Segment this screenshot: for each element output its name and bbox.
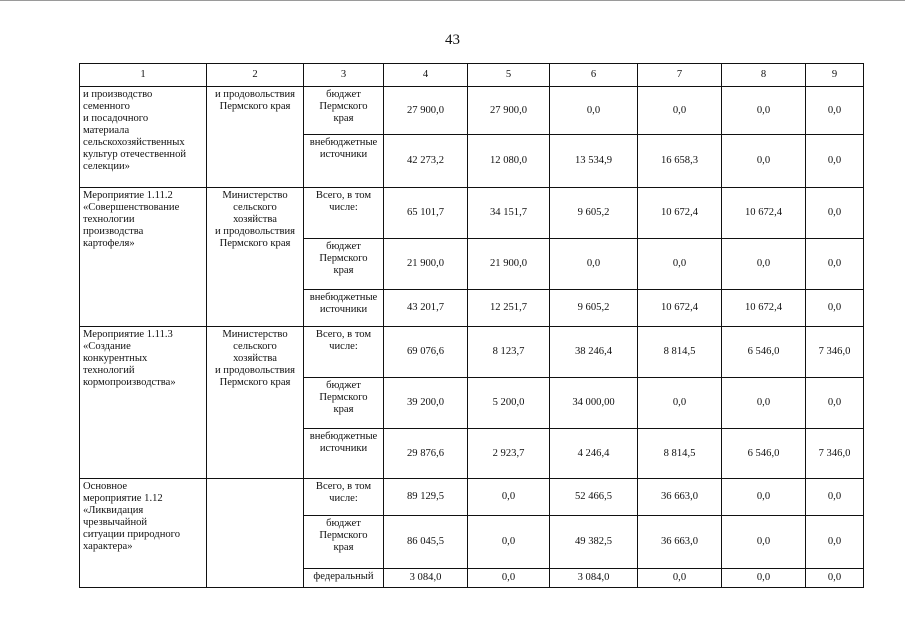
activity-name: Мероприятие 1.11.2 «Совершенствование технологии производства картофеля» — [83, 190, 180, 249]
table-row — [80, 188, 864, 239]
activity-name: Основное мероприятие 1.12 «Ликвидация чрезвычайной ситуации природного характера» — [83, 481, 181, 552]
amount-cell: 0,0 — [468, 516, 550, 569]
amount-cell: 10 672,4 — [638, 290, 722, 327]
funding-source: Всего, в том числе: — [304, 188, 384, 239]
funding-source: Всего, в том числе: — [304, 479, 384, 516]
amount-cell: 0,0 — [806, 87, 864, 135]
funding-source: внебюджетные источники — [304, 429, 384, 479]
activity-name-cell — [80, 87, 207, 188]
amount-cell: 38 246,4 — [550, 327, 638, 378]
amount-cell: 3 084,0 — [550, 569, 638, 588]
amount-cell: 0,0 — [722, 516, 806, 569]
budget-table — [79, 63, 864, 588]
activity-name-cell — [80, 479, 207, 588]
executor-name: Министерство сельского хозяйства и продовольствия Пермского края — [214, 190, 296, 249]
amount-cell: 89 129,5 — [384, 479, 468, 516]
amount-cell: 0,0 — [806, 569, 864, 588]
amount-cell: 0,0 — [722, 87, 806, 135]
executor-cell — [207, 87, 304, 188]
amount-cell: 0,0 — [722, 569, 806, 588]
amount-cell: 0,0 — [722, 135, 806, 188]
amount-cell: 9 605,2 — [550, 290, 638, 327]
column-header: 1 — [80, 64, 207, 87]
amount-cell: 36 663,0 — [638, 516, 722, 569]
amount-cell: 0,0 — [550, 239, 638, 290]
column-header: 5 — [468, 64, 550, 87]
column-header: 8 — [722, 64, 806, 87]
amount-cell: 52 466,5 — [550, 479, 638, 516]
amount-cell: 21 900,0 — [384, 239, 468, 290]
amount-cell: 6 546,0 — [722, 429, 806, 479]
column-header: 7 — [638, 64, 722, 87]
page-number: 43 — [445, 32, 460, 48]
amount-cell: 2 923,7 — [468, 429, 550, 479]
executor-name: и продовольствия Пермского края — [214, 89, 296, 112]
amount-cell: 0,0 — [806, 516, 864, 569]
amount-cell: 27 900,0 — [384, 87, 468, 135]
table-row — [80, 479, 864, 516]
amount-cell: 0,0 — [806, 290, 864, 327]
amount-cell: 10 672,4 — [722, 188, 806, 239]
amount-cell: 0,0 — [638, 239, 722, 290]
amount-cell: 42 273,2 — [384, 135, 468, 188]
amount-cell: 34 000,00 — [550, 378, 638, 429]
amount-cell: 39 200,0 — [384, 378, 468, 429]
amount-cell: 27 900,0 — [468, 87, 550, 135]
activity-name: и производство семенного и посадочного материала сельскохозяйственных культур отечественной селекции» — [83, 89, 187, 172]
amount-cell: 4 246,4 — [550, 429, 638, 479]
funding-source: бюджет Пермского края — [304, 87, 384, 135]
activity-name-cell — [80, 327, 207, 479]
executor-cell — [207, 479, 304, 588]
amount-cell: 0,0 — [638, 87, 722, 135]
amount-cell: 0,0 — [806, 135, 864, 188]
header-row — [80, 64, 864, 87]
table-row — [80, 327, 864, 378]
funding-source: Всего, в том числе: — [304, 327, 384, 378]
amount-cell: 0,0 — [468, 569, 550, 588]
amount-cell: 12 251,7 — [468, 290, 550, 327]
executor-cell — [207, 188, 304, 327]
amount-cell: 8 814,5 — [638, 327, 722, 378]
column-header: 3 — [304, 64, 384, 87]
amount-cell: 6 546,0 — [722, 327, 806, 378]
funding-source: внебюджетные источники — [304, 290, 384, 327]
amount-cell: 10 672,4 — [638, 188, 722, 239]
amount-cell: 69 076,6 — [384, 327, 468, 378]
amount-cell: 0,0 — [550, 87, 638, 135]
amount-cell: 43 201,7 — [384, 290, 468, 327]
column-header: 6 — [550, 64, 638, 87]
activity-name: Мероприятие 1.11.3 «Создание конкурентных технологий кормопроизводства» — [83, 329, 176, 388]
funding-source: федеральный — [304, 569, 384, 588]
amount-cell: 0,0 — [806, 188, 864, 239]
amount-cell: 8 123,7 — [468, 327, 550, 378]
amount-cell: 0,0 — [638, 569, 722, 588]
amount-cell: 7 346,0 — [806, 327, 864, 378]
amount-cell: 0,0 — [722, 378, 806, 429]
column-header: 2 — [207, 64, 304, 87]
funding-source: бюджет Пермского края — [304, 516, 384, 569]
column-header: 4 — [384, 64, 468, 87]
amount-cell: 0,0 — [638, 378, 722, 429]
amount-cell: 16 658,3 — [638, 135, 722, 188]
amount-cell: 7 346,0 — [806, 429, 864, 479]
amount-cell: 0,0 — [806, 479, 864, 516]
amount-cell: 12 080,0 — [468, 135, 550, 188]
activity-name-cell — [80, 188, 207, 327]
amount-cell: 0,0 — [722, 239, 806, 290]
amount-cell: 0,0 — [468, 479, 550, 516]
top-rule — [0, 0, 905, 1]
funding-source: внебюджетные источники — [304, 135, 384, 188]
amount-cell: 0,0 — [722, 479, 806, 516]
amount-cell: 86 045,5 — [384, 516, 468, 569]
amount-cell: 0,0 — [806, 239, 864, 290]
amount-cell: 65 101,7 — [384, 188, 468, 239]
amount-cell: 29 876,6 — [384, 429, 468, 479]
table-row — [80, 87, 864, 135]
funding-source: бюджет Пермского края — [304, 239, 384, 290]
amount-cell: 49 382,5 — [550, 516, 638, 569]
amount-cell: 5 200,0 — [468, 378, 550, 429]
column-header: 9 — [806, 64, 864, 87]
amount-cell: 0,0 — [806, 378, 864, 429]
amount-cell: 13 534,9 — [550, 135, 638, 188]
amount-cell: 8 814,5 — [638, 429, 722, 479]
executor-cell — [207, 327, 304, 479]
amount-cell: 36 663,0 — [638, 479, 722, 516]
amount-cell: 3 084,0 — [384, 569, 468, 588]
amount-cell: 9 605,2 — [550, 188, 638, 239]
amount-cell: 34 151,7 — [468, 188, 550, 239]
funding-source: бюджет Пермского края — [304, 378, 384, 429]
amount-cell: 21 900,0 — [468, 239, 550, 290]
executor-name: Министерство сельского хозяйства и продовольствия Пермского края — [214, 329, 296, 388]
amount-cell: 10 672,4 — [722, 290, 806, 327]
